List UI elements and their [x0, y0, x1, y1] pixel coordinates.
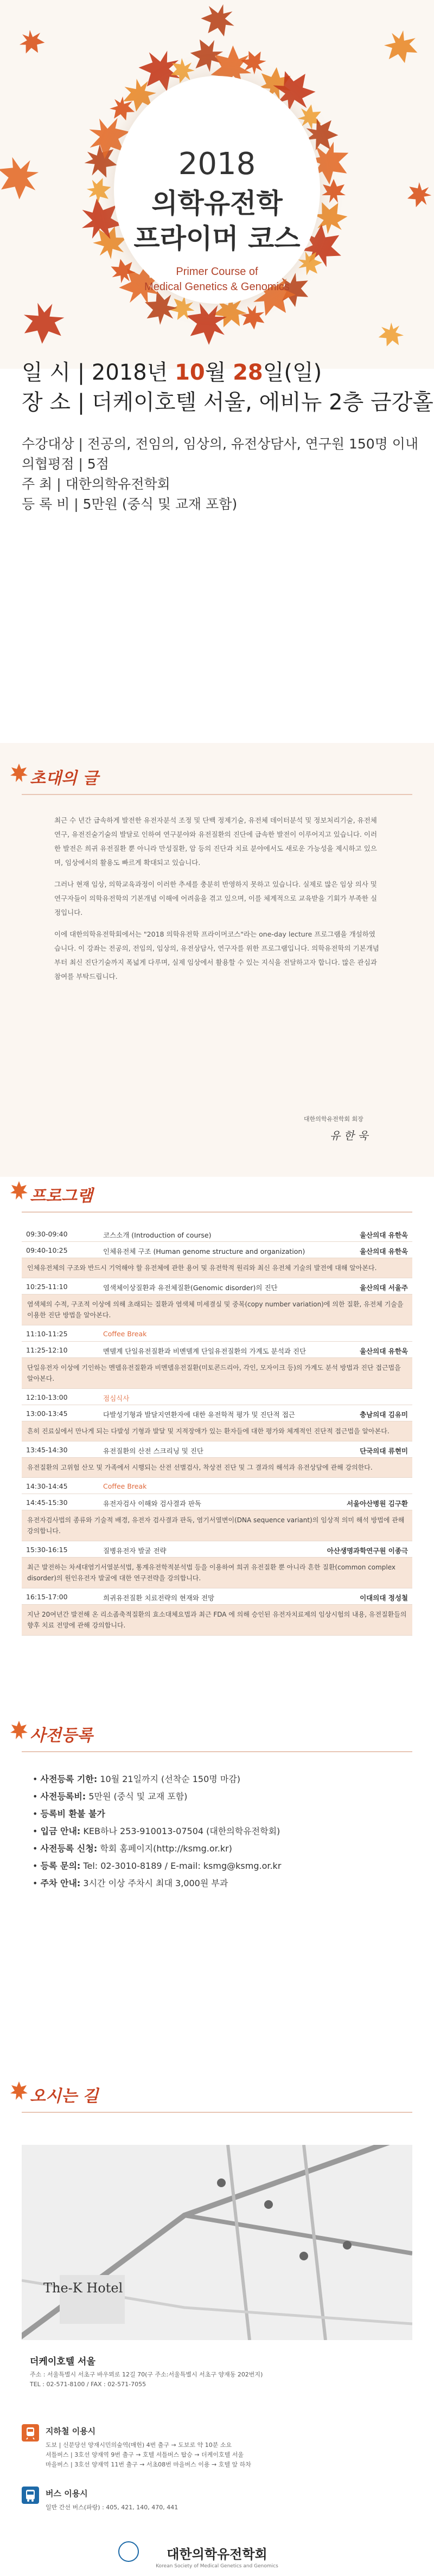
registration-header [0, 1716, 434, 1760]
registration-label: 입금 안내: [40, 1826, 81, 1836]
greeting-body [54, 813, 380, 991]
program-speaker: 아산생명과학연구원 이종극 [327, 1547, 408, 1555]
venue-address-line: 주소 : 서울특별시 서초구 바우뫼로 12길 70(구 주소:서울특별시 서초구 양재동 202번지) [30, 2371, 263, 2378]
greeting-paragraph: 이에 대한의학유전학회에서는 "2018 의학유전학 프라이머코스"라는 one-day lecture 프로그램을 개설하였습니다. 이 강좌는 전공의, 전임의, 임상의, 유전상담사, 연구자를 위한 프로그램입니다. 의학유전학의 기본개념부터 최신 진단기술까지 폭넓게 다루며, 실제 임상에서 활용할 수 있는 지식을 전달하고자 합니다. 많은 관심과 참여를 부탁드립니다. [54, 930, 379, 981]
date-month-unit: 월 [205, 360, 226, 385]
program-time: 16:15-17:00 [26, 1593, 68, 1601]
program-row [22, 1478, 412, 1494]
program-row [22, 1325, 412, 1342]
registration-value: 학회 홈페이지(http://ksmg.or.kr) [100, 1843, 232, 1854]
divider [22, 2112, 412, 2113]
location-map [22, 2145, 412, 2340]
program-time: 15:30-16:15 [26, 1546, 68, 1554]
venue-tel: TEL : 02-571-8100 / FAX : 02-571-7055 [30, 2381, 146, 2388]
program-speaker: 단국의대 류현미 [360, 1447, 408, 1455]
program-description: 최근 발전하는 차세대염기서열분석법, 통계유전학적분석법 등을 이용하여 희귀 유전질환 뿐 아니라 흔한 질환(common complex disorder)의 원인유전자 발굴에 대한 연구전략을 강의합니다. [22, 1558, 412, 1588]
program-row [22, 1342, 412, 1358]
directions-header [0, 2077, 434, 2120]
program-description: 유전자검사법의 종류와 기술적 배경, 유전자 검사결과 판독, 염기서열변이(DNA sequence variant)의 임상적 의미 해석 방법에 관해 강의합니다. [22, 1510, 412, 1541]
greeting-paragraph: 최근 수 년간 급속하게 발전한 유전자분석 조정 및 단백 정제기술, 유전체 데이터분석 및 정보처리기술, 유전체연구, 유전진술기술의 발달로 인하여 연구분야와 유전질환의 진단에 급속한 발전이 이루어지고 있습니다. 이러한 발전은 희귀 유전질환 뿐 아니라 만성질환, 암 등의 진단과 치료 분야에서도 새로운 가능성을 제시하고 있으며, 임상에서의 활용도 빠르게 확대되고 있습니다. [54, 816, 378, 867]
program-time: 13:00-13:45 [26, 1409, 68, 1418]
program-row [22, 1389, 412, 1405]
divider [22, 1751, 412, 1752]
program-row [22, 1405, 412, 1421]
hero-title-line2: 프라이머 코스 [133, 223, 301, 254]
detail-fee: 등 록 비 | 5만원 (중식 및 교재 포함) [22, 496, 238, 512]
leaf-shape [240, 305, 266, 331]
program-time: 12:10-13:00 [26, 1393, 68, 1401]
program-description: 단일유전자 이상에 기인하는 멘델유전질환과 비멘델유전질환(미토콘드리아, 각인, 모자이크 등)의 가계도 분석 방법과 진단 접근법을 알아본다. [22, 1358, 412, 1389]
program-title: 유전자검사 이해와 검사결과 판독 [103, 1500, 201, 1508]
program-time: 11:10-11:25 [26, 1330, 68, 1338]
program-row [22, 1226, 412, 1242]
bus-title: 버스 이용시 [46, 2489, 88, 2498]
divider [22, 794, 412, 795]
program-time: 14:45-15:30 [26, 1498, 68, 1507]
leaf-shape [195, 0, 240, 43]
directions-title: 오시는 길 [30, 2087, 99, 2106]
event-date [22, 355, 322, 386]
date-day-unit: 일(일) [263, 360, 322, 385]
date-month: 10 [175, 360, 205, 385]
leaf-shape [22, 302, 65, 345]
program-title: 다발성기형과 발달지연환자에 대한 유전학적 평가 및 진단적 접근 [103, 1411, 295, 1419]
program-speaker: 이대의대 정성철 [360, 1594, 408, 1602]
subway-line: 마을버스 | 3호선 양재역 11번 출구 → 서초08번 마을버스 이용 → 호텔 앞 하차 [46, 2461, 251, 2468]
program-title: 유전질환의 산전 스크리닝 및 진단 [103, 1447, 203, 1455]
hero-year: 2018 [178, 146, 256, 182]
event-venue: 장 소 | 더케이호텔 서울, 에비뉴 2층 금강홀 [22, 390, 433, 415]
signature-name: 유 한 욱 [330, 1129, 368, 1142]
program-speaker: 서울아산병원 김구환 [346, 1500, 408, 1508]
program-row [22, 1494, 412, 1510]
detail-host: 주 최 | 대한의학유전학회 [22, 476, 170, 492]
detail-audience: 수강대상 | 전공의, 전임의, 임상의, 유전상담사, 연구원 150명 이내 [22, 436, 419, 452]
greeting-paragraph: 그러나 현재 임상, 의학교육과정이 이러한 추세를 충분히 반영하지 못하고 있습니다. 실제로 많은 임상 의사 및 연구자들이 의학유전학의 기본개념 이해에 어려움을 겪고 있으며, 이를 체계적으로 교육받을 기회가 부족한 실정입니다. [54, 880, 378, 917]
registration-item: • 등록비 환불 불가 [33, 1809, 105, 1819]
registration-value: Tel: 02-3010-8189 / E-mail: ksmg@ksmg.or.kr [83, 1861, 282, 1871]
maple-leaf-icon [10, 1720, 28, 1741]
program-speaker: 울산의대 유한욱 [360, 1347, 408, 1355]
registration-label: 등록 문의: [40, 1861, 81, 1871]
bus-info [22, 2487, 412, 2524]
program-title: 인체유전체 구조 (Human genome structure and organization) [103, 1247, 305, 1255]
registration-item: • 등록 문의: Tel: 02-3010-8189 / E-mail: ksmg@ksmg.or.kr [33, 1861, 282, 1871]
program-time: 09:30-09:40 [26, 1230, 68, 1238]
leaf-shape [382, 28, 420, 67]
divider [22, 1212, 412, 1213]
program-description: 염색체의 수적, 구조적 이상에 의해 초래되는 질환과 염색체 미세결실 및 중복(copy number variation)에 의한 질환, 유전체 기술을 이용한 진단 방법을 알아본다. [22, 1295, 412, 1325]
program-title: 질병유전자 발굴 전략 [103, 1547, 167, 1555]
date-label: 일 시 | 2018년 [22, 360, 168, 385]
registration-label: 사전등록 기한: [40, 1774, 98, 1784]
date-day: 28 [233, 360, 263, 385]
leaf-shape [188, 37, 225, 73]
program-title: 희귀유전질환 치료전략의 현재와 전망 [103, 1594, 215, 1602]
program-title: 점심식사 [103, 1394, 130, 1402]
hero-banner [0, 0, 434, 369]
registration-item: • 입금 안내: KEB하나 253-910013-07504 (대한의학유전학회) [33, 1826, 280, 1836]
registration-label: 등록비 환불 불가 [40, 1809, 105, 1819]
program-description: 지난 20여년간 발전해 온 리소좀축적질환의 효소대체요법과 최근 FDA 에 의해 승인된 유전자치료제의 임상시험의 내용, 유전질환들의 향후 치료 전망에 관해 강의합니다. [22, 1605, 412, 1636]
registration-value: 5만원 (중식 및 교재 포함) [88, 1791, 188, 1802]
program-row [22, 1588, 412, 1605]
signature-title: 대한의학유전학회 회장 [304, 1116, 363, 1123]
hotel-map-label: The-K Hotel [43, 2280, 123, 2296]
registration-label: 사전등록비: [40, 1791, 86, 1802]
program-speaker: 울산의대 유한욱 [360, 1247, 408, 1255]
registration-value: 3시간 이상 주차시 최대 3,000원 부과 [83, 1878, 228, 1888]
program-title: 멘델계 단일유전질환과 비멘델계 단일유전질환의 가계도 분석과 진단 [103, 1347, 307, 1355]
program-row [22, 1541, 412, 1558]
registration-label: 주차 안내: [40, 1878, 81, 1888]
subway-line: 셔틀버스 | 3호선 양재역 9번 출구 → 호텔 셔틀버스 탑승 → 더케이호텔 서울 [46, 2451, 244, 2458]
program-header [0, 1177, 434, 1220]
subway-icon [22, 2424, 39, 2442]
venue-name: 더케이호텔 서울 [30, 2356, 95, 2367]
program-speaker: 충남의대 김유미 [360, 1411, 408, 1419]
subway-line: 도보 | 신분당선 양재시민의숲역(매헌) 4번 출구 → 도보로 약 10분 소요 [46, 2442, 232, 2449]
program-description: 유전질환의 고위험 산모 및 가족에서 시행되는 산전 선별검사, 착상전 진단 및 그 결과의 해석과 유전상담에 관해 강의한다. [22, 1458, 412, 1478]
program-time: 14:30-14:45 [26, 1482, 68, 1490]
registration-value: 10월 21일까지 (선착순 150명 마감) [100, 1774, 240, 1784]
registration-item: • 사전등록 신청: 학회 홈페이지(http://ksmg.or.kr) [33, 1843, 232, 1854]
venue-address [30, 2370, 263, 2389]
society-name: 대한의학유전학회 [167, 2547, 267, 2562]
registration-value: KEB하나 253-910013-07504 (대한의학유전학회) [83, 1826, 280, 1836]
hero-subtitle-line1: Primer Course of [176, 266, 258, 278]
program-title: Coffee Break [103, 1330, 147, 1338]
maple-leaf-icon [10, 1180, 28, 1202]
subway-info [22, 2424, 412, 2478]
program-speaker: 울산의대 서울주 [360, 1284, 408, 1292]
program-time: 10:25-11:10 [26, 1283, 68, 1291]
event-details [22, 434, 418, 514]
program-row [22, 1441, 412, 1458]
program-time: 13:45-14:30 [26, 1446, 68, 1454]
leaf-shape [16, 26, 48, 59]
greeting-title: 초대의 글 [30, 769, 99, 788]
program-row [22, 1242, 412, 1258]
registration-label: 사전등록 신청: [40, 1843, 98, 1854]
program-time: 11:25-12:10 [26, 1346, 68, 1354]
program-description: 인체유전체의 구조와 반드시 기억해야 할 유전체에 관한 용어 및 유전학적 원리와 최신 유전체 기술의 발전에 대해 알아본다. [22, 1258, 412, 1278]
leaf-shape [375, 320, 406, 351]
program-title: Coffee Break [103, 1482, 147, 1490]
bus-line: 일반 간선 버스(파랑) : 405, 421, 140, 470, 441 [46, 2504, 178, 2511]
program-title: 코스소개 (Introduction of course) [103, 1231, 212, 1239]
bus-icon [22, 2487, 39, 2504]
footer-logo [0, 2543, 434, 2569]
registration-item: • 주차 안내: 3시간 이상 주차시 최대 3,000원 부과 [33, 1878, 228, 1888]
program-time: 09:40-10:25 [26, 1246, 68, 1254]
greeting-header [0, 759, 434, 803]
maple-leaf-icon [10, 2080, 28, 2102]
registration-title: 사전등록 [30, 1726, 93, 1745]
subway-title: 지하철 이용시 [46, 2426, 96, 2436]
registration-list [33, 1771, 412, 1892]
registration-item: • 사전등록 기한: 10월 21일까지 (선착순 150명 마감) [33, 1774, 240, 1784]
program-speaker: 울산의대 유한욱 [360, 1231, 408, 1239]
registration-item: • 사전등록비: 5만원 (중식 및 교재 포함) [33, 1791, 188, 1802]
society-name-en: Korean Society of Medical Genetics and Genomics [156, 2564, 278, 2569]
program-title: 프로그램 [30, 1187, 93, 1206]
hero-subtitle-line2: Medical Genetics & Genomics [144, 281, 290, 293]
hero-title-line1: 의학유전학 [151, 188, 283, 219]
maple-leaf-icon [10, 762, 28, 784]
program-table [22, 1226, 412, 1636]
program-row [22, 1278, 412, 1295]
program-title: 염색체이상질환과 유전체질환(Genomic disorder)의 진단 [103, 1284, 278, 1292]
program-description: 흔히 진료실에서 만나게 되는 다발성 기형과 발달 및 지적장애가 있는 환자들에 대한 평가와 체계적인 진단적 접근법을 알아본다. [22, 1421, 412, 1441]
map-graphic [22, 2145, 412, 2340]
detail-credits: 의협평점 | 5점 [22, 456, 109, 472]
